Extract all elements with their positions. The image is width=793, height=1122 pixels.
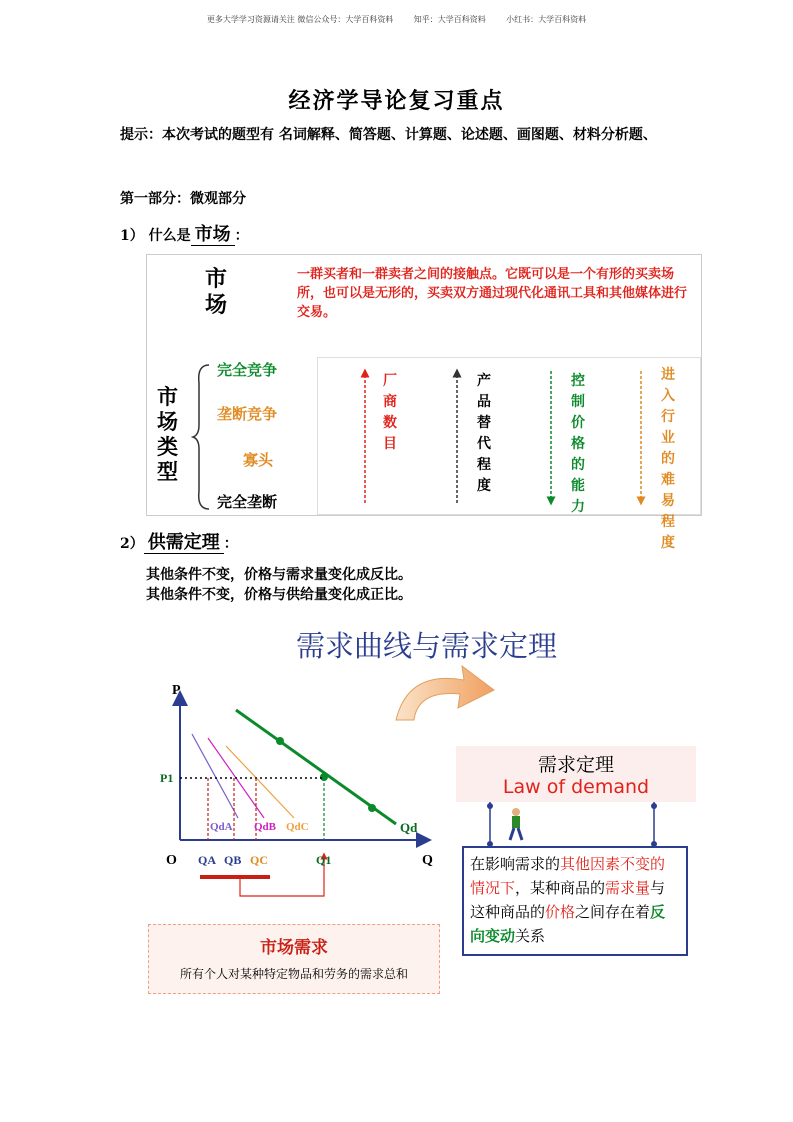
origin-label: O [166, 853, 177, 868]
market-demand-title: 市场需求 [260, 938, 328, 958]
demand-figure-title: 需求曲线与需求定理 [296, 629, 558, 663]
curve-point [276, 737, 284, 745]
axis-q-label: Q [422, 853, 433, 868]
type-monopoly: 完全垄断 [217, 493, 278, 511]
law-title-cn: 需求定理 [537, 754, 614, 776]
qa-label: QA [198, 853, 216, 867]
brace-icon [191, 363, 211, 511]
desc-text: 与这种商品的 [470, 879, 666, 921]
law-line-demand: 其他条件不变，价格与需求量变化成反比。 [146, 567, 412, 583]
connector-lines [476, 802, 676, 848]
type-oligopoly: 寡头 [243, 451, 274, 469]
demand-figure [146, 610, 699, 1010]
qb-label: QB [224, 853, 242, 867]
column-price-control: 控制价格的能力 [571, 373, 585, 515]
header-note: 更多大学学习资源请关注 微信公众号：大学百科资料 知乎：大学百科资料 小红书：大学百科资料 [206, 15, 587, 24]
question-1-suffix: ： [234, 228, 249, 244]
curve-point [368, 804, 376, 812]
qdb-label: QdB [254, 821, 277, 833]
walking-person-icon [510, 808, 522, 840]
q1-label: Q1 [316, 853, 332, 867]
desc-highlight: 价格 [545, 903, 576, 921]
market-demand-box [148, 924, 440, 994]
law-line-supply: 其他条件不变，价格与供给量变化成正比。 [146, 587, 412, 603]
curve-qda [192, 734, 238, 818]
axis-p-label: P [172, 683, 181, 698]
desc-text: 在影响需求的 [470, 855, 561, 873]
column-entry-difficulty: 进入行业的难易程度 [661, 367, 675, 551]
question-2-suffix: ： [223, 536, 238, 552]
column-firm-count: 厂商数目 [383, 373, 397, 452]
desc-highlight: 需求量 [605, 879, 651, 897]
market-word [205, 267, 231, 319]
exam-tip: 提示：本次考试的题型有 名词解释、简答题、计算题、论述题、画图题、材料分析题、 [120, 127, 657, 143]
market-definition: 一群买者和一群卖者之间的接触点。它既可以是一个有形的买卖场所，也可以是无形的，买卖双方通过现代化通讯工具和其他媒体进行交易。 [297, 267, 688, 320]
qd-label: Qd [400, 820, 418, 835]
desc-highlight: 其他因素不变的情况下 [470, 855, 666, 897]
curve-qdc [226, 746, 294, 818]
question-2-answer: 供需定理 [144, 532, 224, 554]
law-description [462, 846, 688, 956]
page-title: 经济学导论复习重点 [288, 88, 505, 114]
question-1-prefix: 1） 什么是 [120, 228, 191, 244]
market-types-label: 市场类型 [157, 385, 178, 484]
question-2-prefix: 2） [120, 536, 144, 552]
market-word-text: 市场 [205, 267, 228, 318]
column-substitution: 产品替代程度 [477, 373, 491, 494]
question-1-answer: 市场 [191, 224, 235, 246]
desc-text: ，某种商品的 [515, 879, 606, 897]
type-monopolistic-competition: 垄断竞争 [217, 405, 278, 423]
qdc-label: QdC [286, 821, 309, 833]
market-demand-desc: 所有个人对某种特定物品和劳务的需求总和 [179, 967, 408, 981]
desc-text: 之间存在着 [575, 903, 651, 921]
law-title-en: Law of demand [502, 776, 650, 798]
question-2 [120, 528, 238, 554]
p1-label: P1 [160, 771, 174, 785]
qc-label: QC [250, 853, 268, 867]
curved-arrow-icon [396, 666, 494, 720]
desc-text: 关系 [515, 927, 546, 945]
question-1 [120, 220, 249, 246]
part-heading: 第一部分：微观部分 [120, 191, 246, 207]
type-perfect-competition: 完全竞争 [217, 361, 278, 379]
qda-label: QdA [210, 821, 233, 833]
law-box [456, 746, 696, 802]
desc-emphasis: 反向变动 [470, 903, 666, 945]
